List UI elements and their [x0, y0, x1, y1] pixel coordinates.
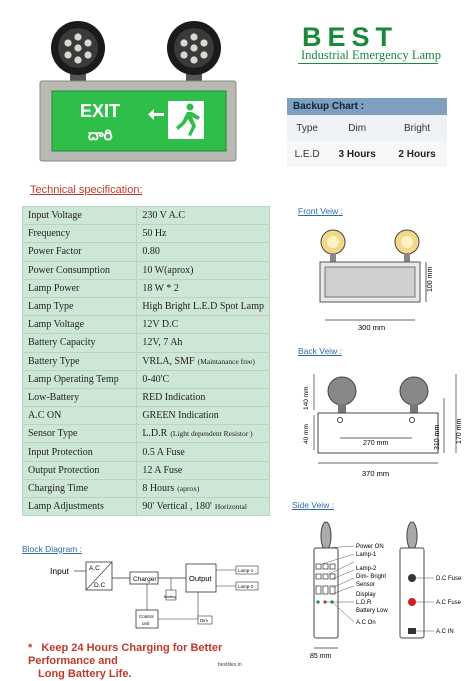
backup-chart-table [287, 115, 447, 167]
tech-spec-note: (Maintanance free) [197, 356, 255, 366]
tech-spec-value: VRLA, SMF [142, 355, 195, 367]
sign-local-text: దారి [88, 127, 113, 144]
tech-spec-label: Power Factor [23, 243, 137, 261]
tech-spec-row [23, 425, 270, 443]
note-star: * [28, 642, 33, 654]
tech-spec-row [23, 225, 270, 243]
tech-spec-value-cell [137, 207, 270, 225]
tech-spec-value: 12V D.C [142, 319, 179, 331]
bd-lamp1-label: Lamp-1 [238, 568, 254, 573]
side-label-dim-bright: Dim- Bright [356, 574, 387, 580]
note-line-1: Keep 24 Hours Charging for Better Performance and [28, 642, 223, 667]
lamp-head-left [51, 21, 105, 83]
side-label-battery-low: Battery Low [356, 608, 388, 614]
tech-spec-row [23, 352, 270, 370]
side-label-ac-on: A.C On [356, 620, 376, 626]
bd-dim-label: Dim [200, 618, 208, 623]
tech-spec-value-cell [137, 225, 270, 243]
tech-spec-label: Lamp Type [23, 297, 137, 315]
tech-spec-label: Battery Capacity [23, 334, 137, 352]
tech-spec-row [23, 479, 270, 497]
tech-spec-note: (Light dependent Resistor ) [170, 429, 253, 439]
tech-spec-value-cell [137, 243, 270, 261]
tech-spec-row [23, 461, 270, 479]
tech-spec-value-cell [137, 479, 270, 497]
tech-spec-value-cell [137, 461, 270, 479]
backup-chart [287, 98, 447, 167]
tech-spec-value-cell [137, 279, 270, 297]
note-line-2: Long Battery Life. [38, 668, 132, 680]
tech-spec-value: 0-40'C [142, 373, 170, 385]
tech-spec-row [23, 498, 270, 516]
side-label-sensor: Sensor [356, 582, 376, 588]
tech-spec-row [23, 261, 270, 279]
tech-spec-value: 12 A Fuse [142, 464, 183, 476]
bd-control-label-1: Control [139, 614, 154, 619]
front-lamp-left [321, 230, 345, 263]
tech-spec-value: 0.80 [142, 246, 160, 258]
side-label-dc-fuse: D.C Fuse [436, 576, 462, 582]
back-dim-140: 140 mm [303, 386, 310, 410]
side-label-ac-fuse: A.C Fuse [436, 600, 462, 606]
front-height-label: 100 mm [427, 266, 434, 292]
side-label-display: Display [356, 592, 376, 598]
tech-spec-value-cell [137, 370, 270, 388]
back-dim-270: 270 mm [363, 440, 389, 447]
block-diagram [48, 556, 278, 634]
backup-cell-dim: 3 Hours [327, 141, 387, 167]
lamp-head-right [167, 21, 221, 83]
bd-lamp2-label: Lamp-2 [238, 584, 254, 589]
tech-spec-label: Output Protection [23, 461, 137, 479]
front-view-title: Front Veiw : [298, 206, 343, 216]
backup-cell-type: L.E.D [287, 141, 327, 167]
tech-spec-value-cell [137, 407, 270, 425]
tech-spec-label: Lamp Operating Temp [23, 370, 137, 388]
tech-spec-label: Lamp Adjustments [23, 498, 137, 516]
tech-spec-value-cell [137, 316, 270, 334]
side-label-ac-in: A.C IN [436, 629, 454, 635]
bd-battery-label: Battery [164, 595, 177, 599]
tech-spec-value: 90' Vertical , 180' [142, 501, 212, 513]
tech-spec-note: (aprox) [177, 483, 200, 493]
tech-spec-table [22, 206, 270, 516]
side-label-lamp1: Lamp-1 [356, 552, 377, 558]
tech-spec-value: 230 V A.C [142, 210, 186, 222]
tech-spec-value: GREEN Indication [142, 410, 219, 422]
tech-spec-value: L.D.R [142, 428, 168, 440]
tech-spec-label: Battery Type [23, 352, 137, 370]
tech-spec-value: 50 Hz [142, 228, 167, 240]
tech-spec-label: Charging Time [23, 479, 137, 497]
block-diagram-title: Block Diagram : [22, 544, 82, 554]
tech-spec-label: Lamp Voltage [23, 316, 137, 334]
tech-spec-value-cell [137, 425, 270, 443]
side-label-lamp2: Lamp-2 [356, 566, 377, 572]
bd-dc-label: D.C [94, 582, 106, 589]
backup-header-bright: Bright [387, 115, 447, 141]
website-label: bestlites.in [218, 662, 242, 668]
bd-control-label-2: unit [142, 621, 150, 626]
side-label-power-on: Power ON [356, 544, 384, 550]
tech-spec-row [23, 443, 270, 461]
tech-spec-value-cell [137, 352, 270, 370]
tech-spec-row [23, 407, 270, 425]
charging-note [28, 642, 288, 681]
backup-cell-bright: 2 Hours [387, 141, 447, 167]
tech-spec-label: Input Voltage [23, 207, 137, 225]
tech-spec-value-cell [137, 334, 270, 352]
brand-subtitle: Industrial Emergency Lamp [300, 48, 441, 62]
back-dim-170: 170 mm [456, 418, 463, 444]
tech-spec-label: Input Protection [23, 443, 137, 461]
tech-spec-label: Lamp Power [23, 279, 137, 297]
tech-spec-label: Frequency [23, 225, 137, 243]
tech-spec-value: 8 Hours [142, 482, 175, 494]
tech-spec-row [23, 297, 270, 315]
bd-input-label: Input [50, 566, 69, 576]
tech-spec-value-cell [137, 388, 270, 406]
tech-spec-row [23, 243, 270, 261]
tech-spec-row [23, 207, 270, 225]
back-dim-310: 310 mm [434, 424, 441, 450]
tech-spec-value: High Bright L.E.D Spot Lamp [142, 301, 264, 313]
backup-header-dim: Dim [327, 115, 387, 141]
front-lamp-right [395, 230, 419, 263]
brand-divider [298, 63, 438, 64]
bd-charger-label: Charger [133, 576, 157, 583]
tech-spec-value: 10 W(aprox) [142, 264, 194, 276]
side-view-drawing [296, 514, 468, 660]
backup-chart-title: Backup Chart : [287, 98, 447, 115]
tech-spec-row [23, 316, 270, 334]
tech-spec-row [23, 334, 270, 352]
tech-spec-label: A.C ON [23, 407, 137, 425]
tech-spec-value: 12V, 7 Ah [142, 337, 183, 349]
front-width-label: 300 mm [358, 323, 386, 332]
side-label-ldr: L.D.R [356, 600, 372, 606]
side-view-title: Side Veiw : [292, 500, 335, 510]
tech-spec-value-cell [137, 261, 270, 279]
bd-output-label: Output [189, 574, 212, 583]
back-view-title: Back Veiw : [298, 346, 342, 356]
brand-logo-text: BEST [302, 22, 399, 52]
tech-spec-value: RED Indication [142, 391, 206, 403]
tech-spec-value: 18 W * 2 [142, 282, 179, 294]
tech-spec-row [23, 279, 270, 297]
back-dim-370: 370 mm [362, 469, 390, 478]
tech-spec-value-cell [137, 443, 270, 461]
side-width-label: 85 mm [310, 653, 332, 660]
bd-ac-label: A.C [89, 565, 100, 572]
tech-spec-title: Technical specification: [30, 184, 143, 196]
tech-spec-row [23, 370, 270, 388]
back-dim-40: 40 mm [303, 424, 310, 444]
tech-spec-row [23, 388, 270, 406]
tech-spec-value-cell [137, 297, 270, 315]
tech-spec-note: Horizontal [214, 502, 247, 512]
back-view-drawing [296, 358, 464, 483]
backup-header-type: Type [287, 115, 327, 141]
tech-spec-value: 0.5 A Fuse [142, 446, 185, 458]
tech-spec-label: Power Consumption [23, 261, 137, 279]
tech-spec-label: Low-Battery [23, 388, 137, 406]
product-image [30, 15, 250, 165]
sign-exit-text: EXIT [80, 101, 121, 121]
tech-spec-label: Sensor Type [23, 425, 137, 443]
front-view-drawing [300, 220, 450, 335]
tech-spec-value-cell [137, 498, 270, 516]
